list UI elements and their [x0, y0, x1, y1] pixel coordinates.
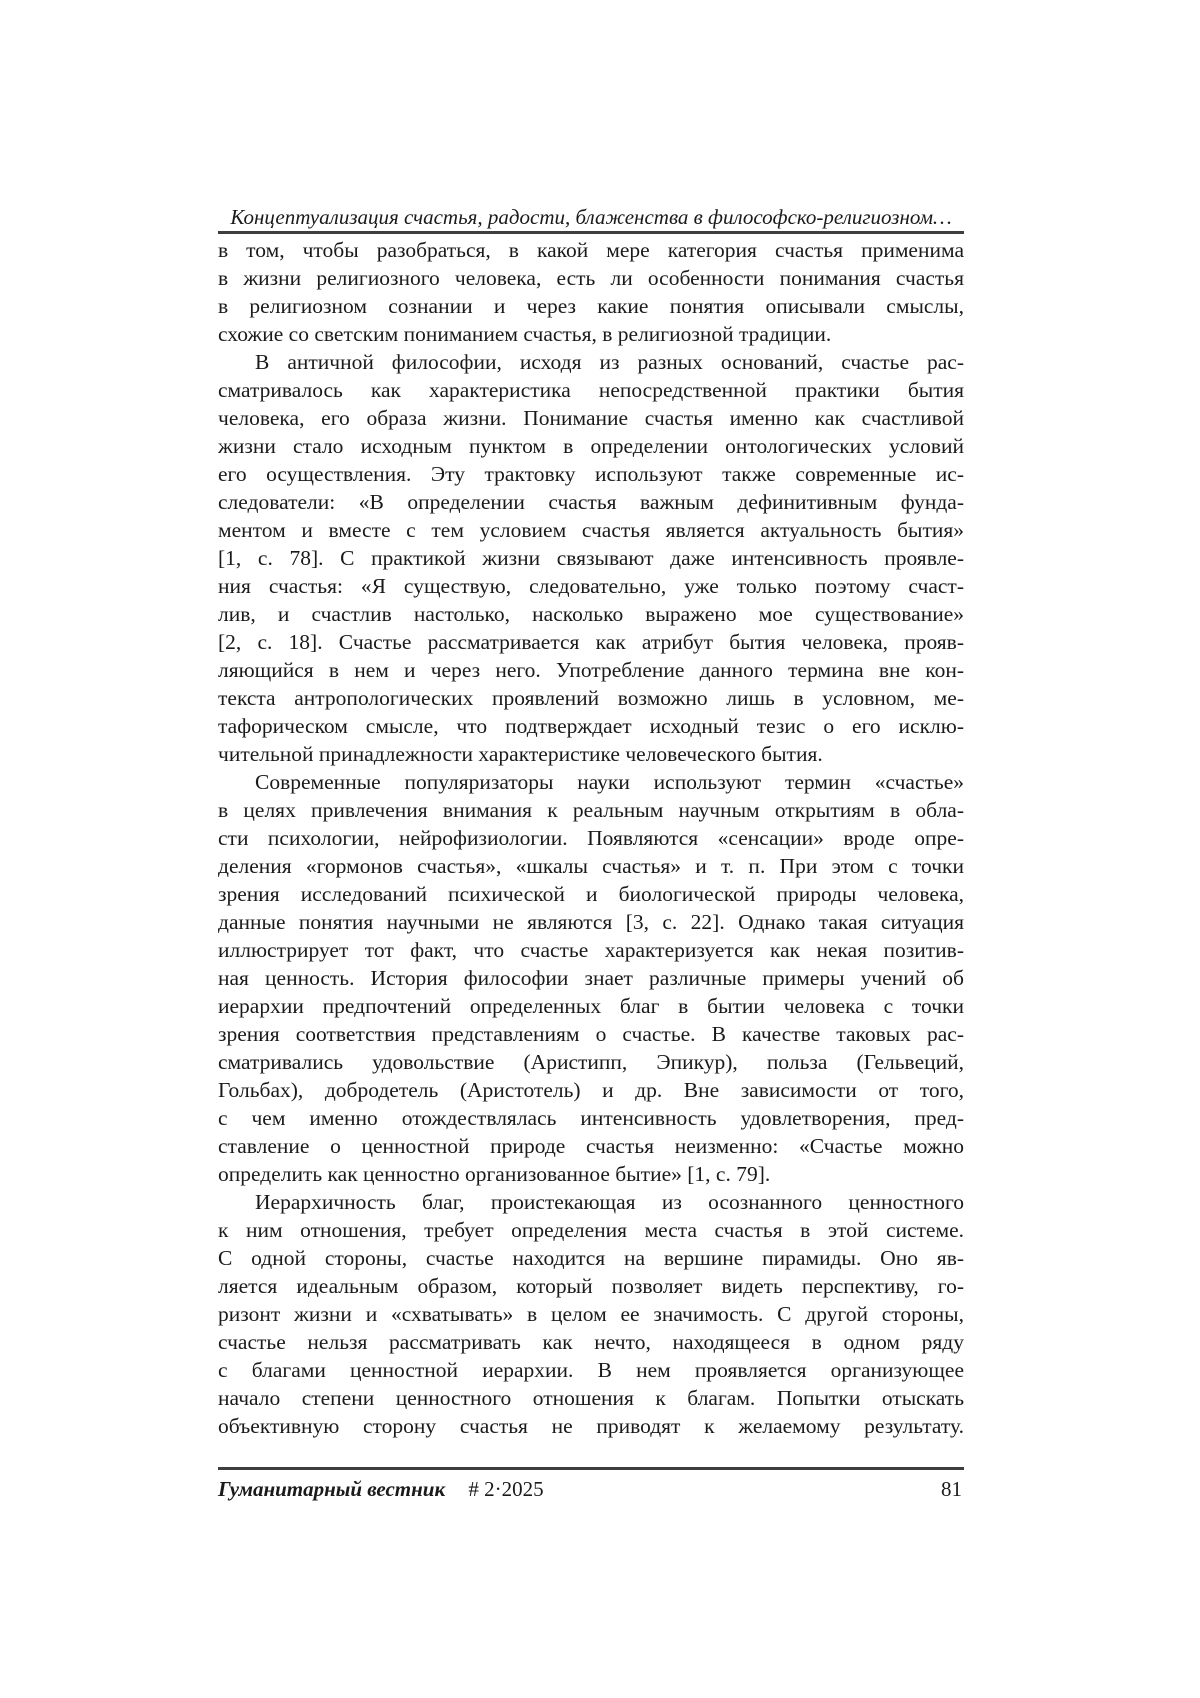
text-line: [2, с. 18]. Счастье рассматривается как атрибут бытия человека, прояв- [218, 630, 964, 654]
text-line: С одной стороны, счастье находится на вершине пирамиды. Оно яв- [218, 1246, 964, 1270]
text-line: счастье нельзя рассматривать как нечто, находящееся в одном ряду [218, 1330, 964, 1354]
text-line: тафорическом смысле, что подтверждает исходный тезис о его исклю- [218, 714, 964, 738]
text-line: ментом и вместе с тем условием счастья является актуальность бытия» [218, 518, 964, 542]
text-line: схожие со светским пониманием счастья, в религиозной традиции. [218, 322, 832, 346]
text-line: объективную сторону счастья не приводят к желаемому результату. [218, 1414, 964, 1438]
text-line: с чем именно отождествлялась интенсивность удовлетворения, пред- [218, 1106, 964, 1130]
page-footer [218, 1476, 964, 1502]
text-line: ризонт жизни и «схватывать» в целом ее значимость. С другой стороны, [218, 1302, 964, 1326]
text-line: Иерархичность благ, проистекающая из осознанного ценностного [255, 1190, 964, 1214]
text-line: зрения исследований психической и биологической природы человека, [218, 882, 964, 906]
text-line: в религиозном сознании и через какие понятия описывали смыслы, [218, 294, 964, 318]
text-line: к ним отношения, требует определения места счастья в этой системе. [218, 1218, 964, 1242]
text-line: ставление о ценностной природе счастья неизменно: «Счастье можно [218, 1134, 964, 1158]
text-line: лив, и счастлив настолько, насколько выражено мое существование» [218, 602, 964, 626]
text-line: Гольбах), добродетель (Аристотель) и др. Вне зависимости от того, [218, 1078, 964, 1102]
text-line: сматривалось как характеристика непосредственной практики бытия [218, 378, 964, 402]
text-line: в целях привлечения внимания к реальным научным открытиям в обла- [218, 798, 964, 822]
text-line: чительной принадлежности характеристике человеческого бытия. [218, 742, 823, 766]
text-line: текста антропологических проявлений возможно лишь в условном, ме- [218, 686, 964, 710]
text-line: В античной философии, исходя из разных оснований, счастье рас- [255, 350, 964, 374]
text-line: его осуществления. Эту трактовку используют также современные ис- [218, 462, 964, 486]
text-line: в том, чтобы разобраться, в какой мере категория счастья применима [218, 238, 964, 262]
text-line: ляющийся в нем и через него. Употребление данного термина вне кон- [218, 658, 964, 682]
text-line: зрения соответствия представлениям о счастье. В качестве таковых рас- [218, 1022, 964, 1046]
text-line: ляется идеальным образом, который позволяет видеть перспективу, го- [218, 1274, 964, 1298]
text-line: с благами ценностной иерархии. В нем проявляется организующее [218, 1358, 964, 1382]
text-line: ная ценность. История философии знает различные примеры учений об [218, 966, 964, 990]
text-line: жизни стало исходным пунктом в определении онтологических условий [218, 434, 964, 458]
text-line: сти психологии, нейрофизиологии. Появляются «сенсации» вроде опре- [218, 826, 964, 850]
footer-rule [218, 1467, 964, 1470]
text-line: следователи: «В определении счастья важным дефинитивным фунда- [218, 490, 964, 514]
journal-title: Гуманитарный вестник [218, 1477, 446, 1501]
text-line: определить как ценностно организованное бытие» [1, с. 79]. [218, 1162, 771, 1186]
page-number: 81 [941, 1477, 962, 1501]
header-rule [218, 231, 964, 234]
text-line: человека, его образа жизни. Понимание счастья именно как счастливой [218, 406, 964, 430]
text-line: иллюстрирует тот факт, что счастье характеризуется как некая позитив- [218, 938, 964, 962]
text-line: данные понятия научными не являются [3, с. 22]. Однако такая ситуация [218, 910, 964, 934]
text-line: Современные популяризаторы науки используют термин «счастье» [255, 770, 964, 794]
text-line: сматривались удовольствие (Аристипп, Эпикур), польза (Гельвеций, [218, 1050, 964, 1074]
text-line: в жизни религиозного человека, есть ли особенности понимания счастья [218, 266, 964, 290]
text-line: начало степени ценностного отношения к благам. Попытки отыскать [218, 1386, 964, 1410]
running-head: Концептуализация счастья, радости, блаженства в философско-религиозном… [230, 205, 952, 229]
text-line: иерархии предпочтений определенных благ в бытии человека с точки [218, 994, 964, 1018]
text-line: деления «гормонов счастья», «шкалы счастья» и т. п. При этом с точки [218, 854, 964, 878]
body-text [218, 236, 964, 1440]
text-line: ния счастья: «Я существую, следовательно, уже только поэтому счаст- [218, 574, 964, 598]
text-line: [1, с. 78]. С практикой жизни связывают даже интенсивность проявле- [218, 546, 964, 570]
issue-number: # 2·2025 [468, 1477, 544, 1501]
